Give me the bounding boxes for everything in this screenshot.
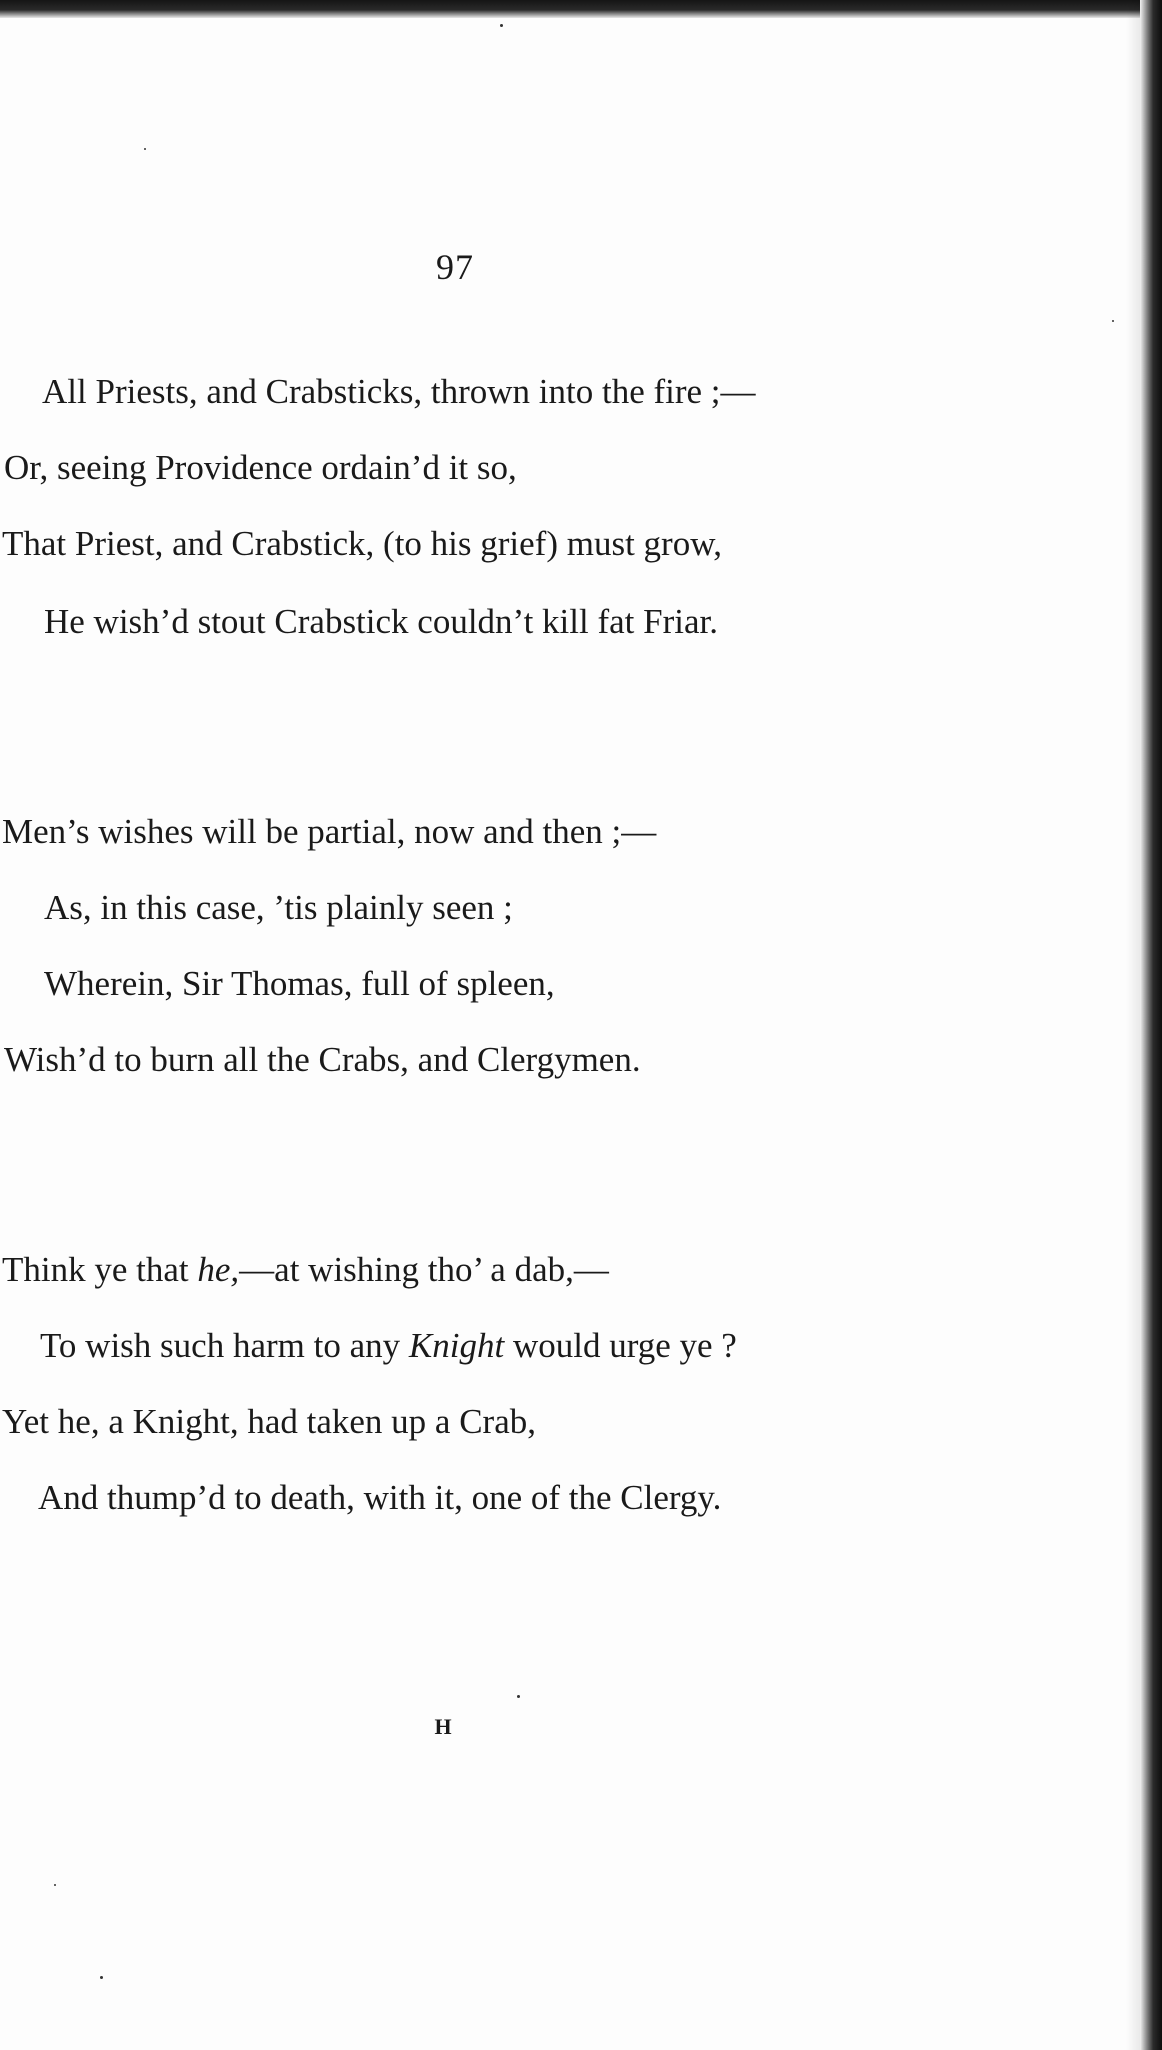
page-top-edge: [0, 0, 1162, 18]
poem-line-text: Think ye that: [2, 1250, 198, 1289]
poem-line: Yet he, a Knight, had taken up a Crab,: [2, 1402, 536, 1441]
scan-speck: [500, 24, 503, 27]
signature-mark: H: [434, 1714, 452, 1739]
poem-line-text: To wish such harm to any: [40, 1326, 409, 1365]
scan-speck: [1112, 320, 1114, 322]
poem-line: All Priests, and Crabsticks, thrown into the fire ;—: [42, 372, 756, 411]
poem-line: [2, 1252, 609, 1287]
poem-line: Wherein, Sir Thomas, full of spleen,: [44, 964, 555, 1003]
poem-line: As, in this case, ’tis plainly seen ;: [44, 888, 513, 927]
poem-line: And thump’d to death, with it, one of the Clergy.: [38, 1478, 722, 1517]
page-number: 97: [436, 247, 474, 287]
poem-line: That Priest, and Crabstick, (to his grief) must grow,: [2, 524, 722, 563]
poem-line: [40, 1328, 737, 1363]
poem-line-italic: he,: [197, 1250, 240, 1289]
page-right-edge: [1140, 0, 1162, 2050]
scan-speck: [144, 148, 146, 150]
poem-line-text: —at wishing tho’ a dab,—: [239, 1250, 609, 1289]
poem-line: Men’s wishes will be partial, now and then ;—: [2, 812, 657, 851]
page-gutter-shadow: [1126, 0, 1140, 2050]
scan-speck: [100, 1976, 103, 1979]
poem-line: Wish’d to burn all the Crabs, and Clergymen.: [4, 1040, 641, 1079]
poem-line: Or, seeing Providence ordain’d it so,: [4, 448, 517, 487]
scan-speck: [54, 1884, 56, 1886]
poem-line-italic: Knight: [408, 1326, 505, 1365]
poem-line: He wish’d stout Crabstick couldn’t kill fat Friar.: [44, 602, 718, 641]
scan-speck: [517, 1695, 520, 1698]
poem-line-text: would urge ye ?: [504, 1326, 737, 1365]
